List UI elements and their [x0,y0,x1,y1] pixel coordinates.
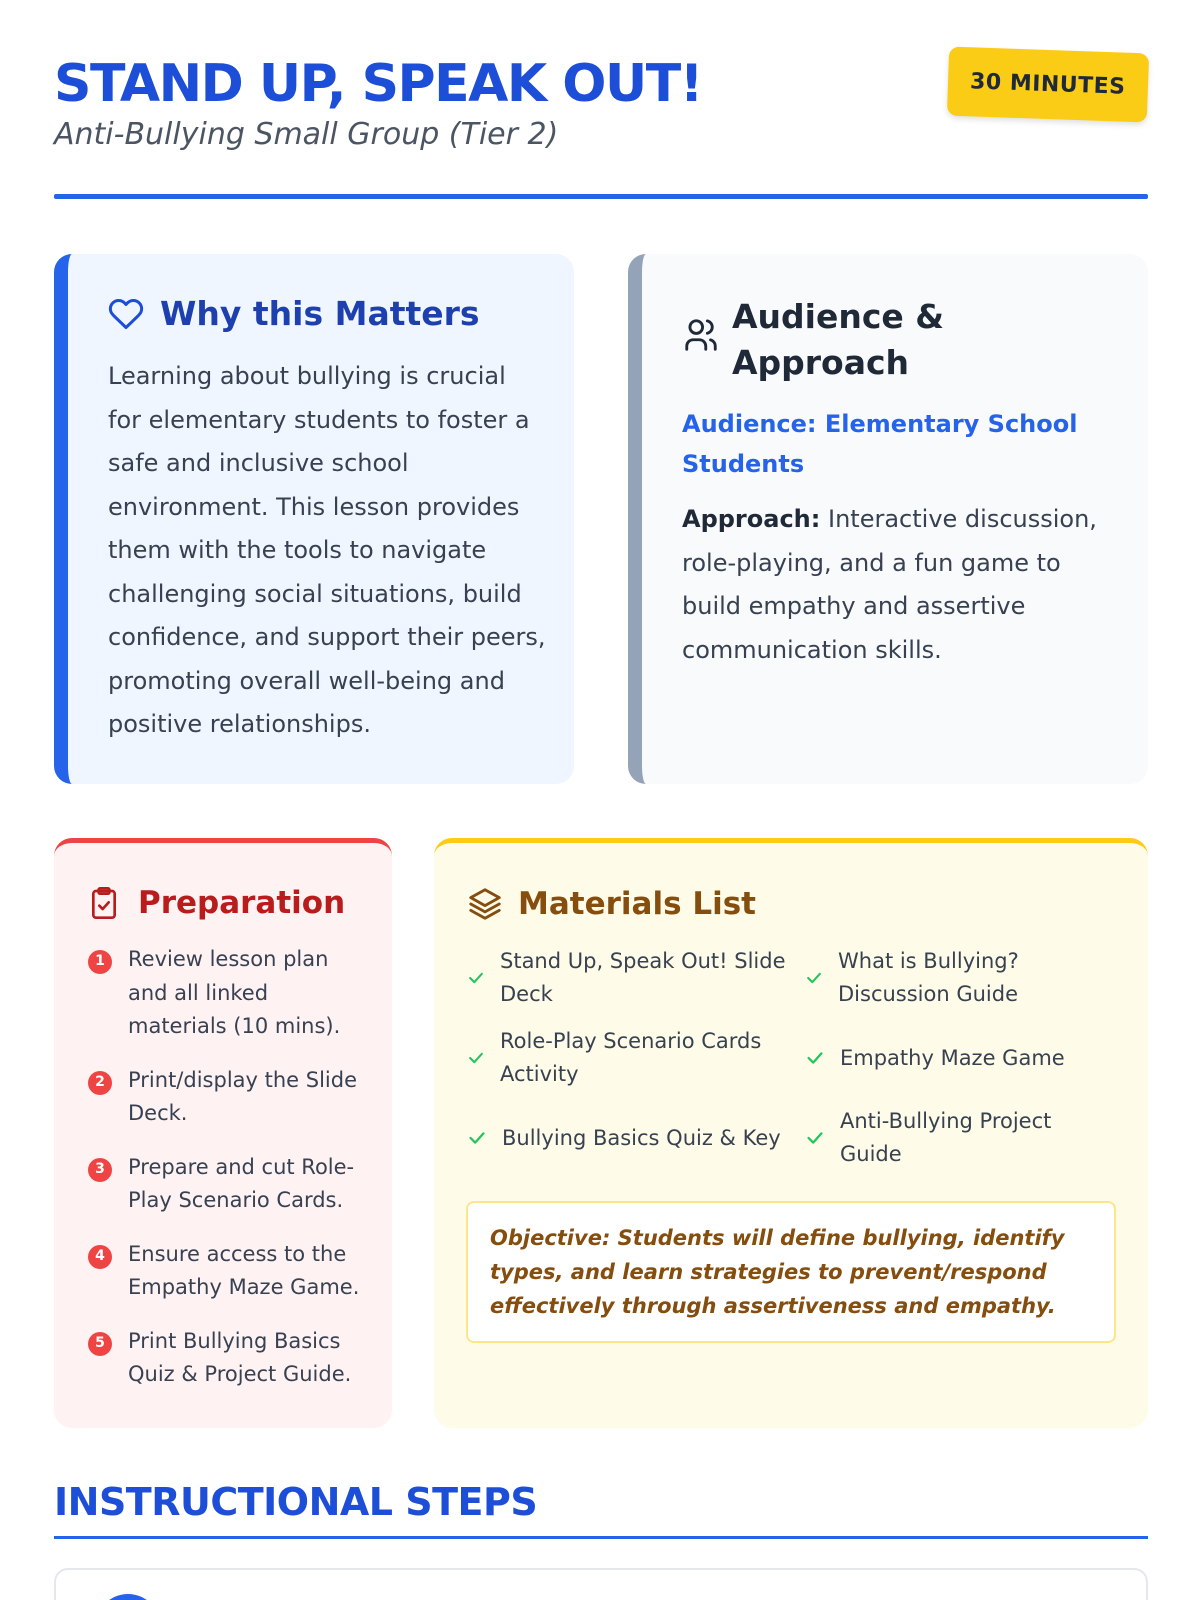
instructional-steps-divider [54,1536,1148,1539]
materials-title: Materials List [518,886,756,922]
clipboard-check-icon [88,885,120,921]
preparation-title: Preparation [138,885,346,921]
step-number-circle [96,1594,160,1600]
step-number: 2 [88,1071,112,1095]
check-icon [466,1127,488,1149]
preparation-item-text: Review lesson plan and all linked materials (10 mins). [128,947,341,1038]
step-number: 3 [88,1158,112,1182]
material-item-text: Empathy Maze Game [840,1045,1065,1070]
heart-icon [108,296,144,332]
check-icon [804,1047,826,1069]
material-item [804,1025,1114,1091]
page-subtitle: Anti-Bullying Small Group (Tier 2) [54,117,559,153]
preparation-item [88,1064,372,1131]
why-this-matters-title: Why this Matters [160,294,480,333]
material-item [466,1105,804,1171]
preparation-item-text: Print/display the Slide Deck. [128,1067,358,1125]
instructional-step-card [54,1568,1148,1600]
audience-approach-title: Audience & Approach [732,297,945,382]
material-item [466,945,804,1011]
page-header [54,56,1148,152]
material-item-text: Role-Play Scenario Cards Activity [500,1029,762,1086]
material-item [466,1025,804,1091]
approach-text [682,498,1118,672]
objective-box: Objective: Students will define bullying, identify types, and learn strategies to prevent/respond effectively through assertiveness and empathy. [466,1201,1116,1343]
approach-label: Approach: [682,505,821,533]
material-item-text: Anti-Bullying Project Guide [840,1109,1052,1166]
audience-approach-card [628,254,1148,784]
audience-text: Audience: Elementary School Students [682,410,1078,478]
why-this-matters-card [54,254,574,784]
why-this-matters-heading [108,294,546,333]
duration-badge: 30 MINUTES [947,47,1149,123]
material-item-text: Stand Up, Speak Out! Slide Deck [500,949,786,1006]
preparation-list [88,943,372,1392]
material-item-text: What is Bullying? Discussion Guide [838,949,1019,1006]
step-number: 5 [88,1332,112,1356]
instructional-steps-heading: INSTRUCTIONAL STEPS [54,1480,538,1524]
material-item [804,945,1114,1011]
layers-icon [466,885,504,923]
audience-approach-heading [682,294,1118,386]
preparation-item [88,1238,372,1305]
materials-heading [466,885,1116,923]
materials-list [466,945,1116,1171]
material-item-text: Bullying Basics Quiz & Key [502,1125,781,1150]
preparation-heading [88,885,372,921]
check-icon [466,968,486,988]
preparation-item [88,1151,372,1218]
preparation-item [88,1325,372,1392]
users-icon [682,316,720,354]
check-icon [466,1048,486,1068]
preparation-item-text: Print Bullying Basics Quiz & Project Guide. [128,1328,352,1386]
preparation-item-text: Prepare and cut Role-Play Scenario Cards. [128,1154,355,1212]
preparation-item-text: Ensure access to the Empathy Maze Game. [128,1241,360,1299]
preparation-card [54,838,392,1428]
preparation-item [88,943,372,1044]
check-icon [804,968,824,988]
step-number: 1 [88,950,112,974]
page-title: STAND UP, SPEAK OUT! [54,54,702,114]
step-number: 4 [88,1245,112,1269]
header-divider [54,194,1148,199]
check-icon [804,1127,826,1149]
approach-description: Interactive discussion, role-playing, and a fun game to build empathy and assertive communication skills. [682,505,1097,664]
why-this-matters-body: Learning about bullying is crucial for elementary students to foster a safe and inclusive school environment. This lesson provides them with the tools to navigate challenging social situations, build confidence, and support their peers, promoting overall well-being and positive relationships. [108,362,546,738]
materials-card [434,838,1148,1428]
material-item [804,1105,1114,1171]
